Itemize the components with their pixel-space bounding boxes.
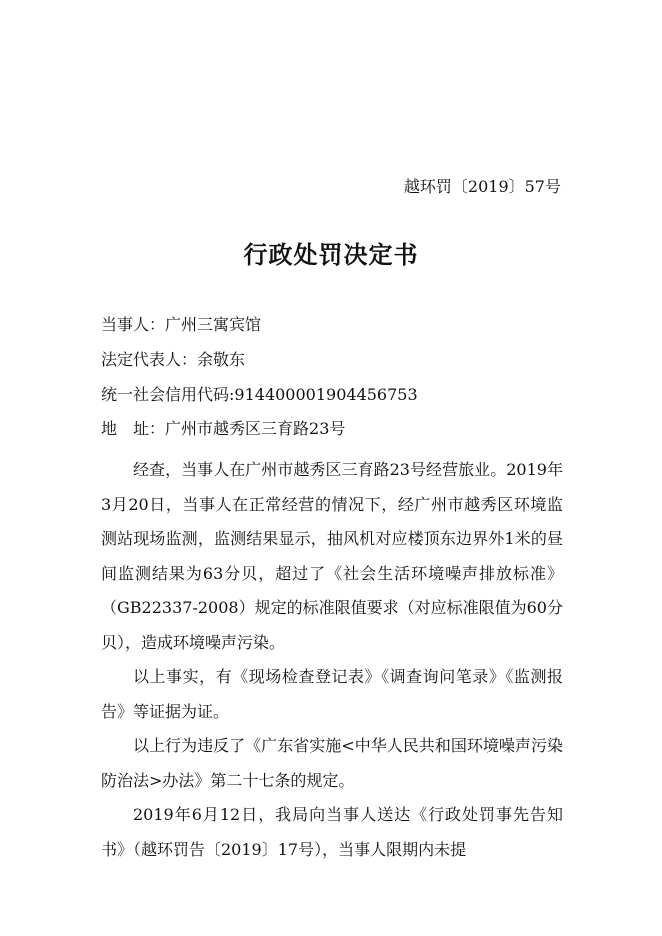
document-body <box>101 453 563 867</box>
legal-representative-label: 法定代表人： <box>101 350 198 369</box>
body-paragraph-notice: 2019年6月12日，我局向当事人送达《行政处罚事先告知书》（越环罚告〔2019〕17号），当事人限期内未提 <box>101 805 563 859</box>
legal-representative-value: 余敬东 <box>197 350 246 369</box>
credit-code-field <box>101 384 418 406</box>
address-label: 地 址： <box>101 419 166 438</box>
party-field <box>101 314 261 336</box>
body-paragraph-facts: 经查，当事人在广州市越秀区三育路23号经营旅业。2019年3月20日，当事人在正常经营的情况下，经广州市越秀区环境监测站现场监测，监测结果显示，抽风机对应楼顶东边界外1米的昼间监测结果为63分贝，超过了《社会生活环境噪声排放标准》（GB22337-2008）规定的标准限值要求（对应标准限值为60分贝），造成环境噪声污染。 <box>101 460 563 652</box>
document-title: 行政处罚决定书 <box>243 240 419 269</box>
party-value: 广州三寓宾馆 <box>165 315 262 334</box>
credit-code-label: 统一社会信用代码: <box>101 385 235 404</box>
address-field <box>101 418 345 440</box>
party-label: 当事人： <box>101 315 166 334</box>
body-paragraph-evidence: 以上事实，有《现场检查登记表》《调查询问笔录》《监测报告》等证据为证。 <box>101 667 563 721</box>
credit-code-value: 914400001904456753 <box>234 385 418 404</box>
document-number: 越环罚〔2019〕57号 <box>403 177 561 196</box>
address-value: 广州市越秀区三育路23号 <box>165 419 346 438</box>
body-paragraph-violation: 以上行为违反了《广东省实施<中华人民共和国环境噪声污染防治法>办法》第二十七条的规定。 <box>101 736 563 790</box>
legal-representative-field <box>101 349 245 371</box>
